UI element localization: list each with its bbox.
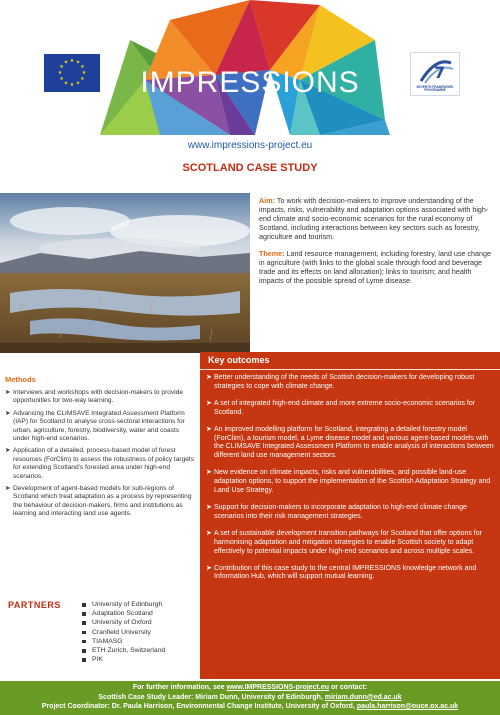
list-item: Adaptation Scotland [82, 609, 165, 618]
list-item: TIAMASG [82, 637, 165, 646]
coordinator-email-link[interactable]: paula.harrison@ouce.ox.ac.uk [356, 703, 459, 711]
leader-email-link[interactable]: miriam.dunn@ed.ac.uk [324, 693, 402, 701]
svg-text:★: ★ [75, 80, 81, 87]
arrow-bullet-icon: ➤ [206, 399, 212, 407]
arrow-bullet-icon: ➤ [206, 425, 212, 433]
list-item: ➤ Development of agent-based models for sub-regions of Scotland which treat adaptation as a process by representing the behaviour of decision-makers, firms and institutions as learning and interacting land use agents. [5, 485, 192, 518]
arrow-bullet-icon: ➤ [206, 529, 212, 537]
header-banner [0, 0, 500, 140]
svg-text:★: ★ [80, 64, 85, 70]
key-outcomes-list [200, 370, 500, 582]
theme-text: Land resource management, including forestry, land use change in agriculture (with links to the global scale through food and beverage trade and its effects on land allocation); links to tourism; and health impacts of the possible spread of Lyme disease. [259, 249, 491, 285]
footer-line-3: Project Coordinator: Dr. Paula Harrison, Environmental Change Institute, University of Oxford, paula.harrison@ouce.ox.ac.uk [41, 703, 459, 711]
footer-line-1: For further information, see www.IMPRESSIONS-project.eu or contact: [132, 684, 368, 691]
list-item: ➤ Better understanding of the needs of Scottish decision-makers for developing robust strategies to cope with climate change. [206, 374, 475, 390]
list-item: ➤ A set of sustainable development transition pathways for Scotland that offer options for harmonising adaptation and mitigation strategies to enable Scottish society to adapt effectively to potential impacts under high-end scenarios and across multiple scales. [206, 529, 482, 555]
partners-list [82, 600, 165, 664]
arrow-bullet-icon: ➤ [206, 564, 212, 572]
arrow-bullet-icon: ➤ [206, 469, 212, 477]
svg-text:★: ★ [63, 59, 69, 66]
footer-line-2: Scottish Case Study Leader: Miriam Dunn, University of Edinburgh, miriam.dunn@ed.ac.uk [98, 693, 402, 701]
footer-contact [0, 681, 500, 715]
fp7-caption: SEVENTH FRAMEWORK PROGRAMME [416, 84, 454, 93]
theme-paragraph [259, 249, 495, 285]
svg-text:★: ★ [63, 80, 69, 87]
arrow-bullet-icon: ➤ [5, 485, 11, 493]
square-bullet-icon [82, 640, 86, 644]
list-item: ➤ Contribution of this case study to the central IMPRESSIONS knowledge network and Information Hub, which will support mutual learning. [206, 564, 477, 581]
arrow-bullet-icon: ➤ [206, 503, 212, 511]
arrow-bullet-icon: ➤ [5, 409, 11, 417]
list-item: ➤ A set of integrated high-end climate and more extreme socio-economic scenarios for Scotland. [206, 399, 476, 416]
list-item: ➤ New evidence on climate impacts, risks and vulnerabilities, and possible land-use adaptation options, to support the implementation of the Scottish Adaptation Strategy and Land Use Strategy. [206, 469, 491, 495]
svg-text:★: ★ [69, 58, 75, 64]
partners-title: PARTNERS [8, 600, 61, 610]
svg-text:★: ★ [59, 64, 64, 70]
list-item: University of Oxford [82, 618, 165, 627]
project-url[interactable]: www.impressions-project.eu [187, 140, 313, 151]
key-outcomes-panel [200, 352, 500, 679]
square-bullet-icon [82, 612, 86, 616]
list-item: ➤ An improved modelling platform for Scotland, integrating a detailed forestry model (ForClim), a tourism model, a Lyme disease model and various agent-based models with the CLIMSAVE Integrated Assessment Platform to enable analysis of interactions between different land use management sectors. [206, 425, 494, 460]
square-bullet-icon [82, 603, 86, 607]
list-item: Cranfield University [82, 628, 165, 637]
arrow-bullet-icon: ➤ [206, 374, 212, 381]
list-item: University of Edinburgh [82, 600, 165, 609]
brand-title: IMPRESSIONS [140, 66, 360, 99]
aim-text: To work with decision-makers to improve understanding of the impacts, risks, vulnerability and adaptation options associated with high-end climate and socio-economic scenarios for the rural economy of Scotland, including interactions between key sectors such as forestry, agriculture and tourism. [259, 196, 489, 241]
svg-text:★: ★ [57, 70, 63, 76]
theme-label: Theme: [259, 249, 285, 258]
arrow-bullet-icon: ➤ [5, 389, 11, 396]
key-outcomes-title: Key outcomes [200, 352, 500, 370]
eu-flag-icon [44, 54, 100, 92]
list-item: ➤ Application of a detailed, process-based model of forest resources (ForClim) to assess the robustness of policy targets for extending Scotland's forested area under high-end scenarios. [5, 447, 195, 480]
list-item: ➤ Support for decision-makers to incorporate adaptation to high-end climate change scenarios into their risk management strategies. [206, 503, 467, 520]
list-item: PIK [82, 655, 165, 664]
fp7-logo [410, 52, 460, 96]
svg-text:★: ★ [81, 70, 87, 76]
aim-theme-section [259, 196, 495, 293]
landscape-photo [0, 193, 250, 353]
svg-text:7: 7 [434, 63, 446, 82]
aim-paragraph [259, 196, 495, 241]
svg-text:★: ★ [69, 82, 75, 88]
square-bullet-icon [82, 621, 86, 625]
methods-section [5, 375, 195, 523]
square-bullet-icon [82, 658, 86, 662]
square-bullet-icon [82, 649, 86, 653]
methods-title: Methods [5, 375, 36, 384]
svg-text:★: ★ [80, 76, 85, 82]
page-title: SCOTLAND CASE STUDY [182, 162, 318, 174]
footer-website-link[interactable]: www.IMPRESSIONS-project.eu [226, 684, 330, 691]
list-item: ➤ Interviews and workshops with decision-makers to provide opportunities for two-way learning. [5, 389, 184, 405]
aim-label: Aim: [259, 196, 275, 205]
list-item: ➤ Advancing the CLIMSAVE Integrated Assessment Platform (IAP) for Scotland to analyse cross-sectoral interactions for urban, agriculture, forestry, biodiversity, water and coasts under high-end scenarios. [5, 409, 185, 443]
list-item: ETH Zurich, Switzerland [82, 646, 165, 655]
arrow-bullet-icon: ➤ [5, 447, 11, 455]
svg-text:★: ★ [59, 76, 64, 82]
square-bullet-icon [82, 631, 86, 635]
methods-list [5, 389, 195, 519]
svg-text:★: ★ [75, 59, 81, 66]
